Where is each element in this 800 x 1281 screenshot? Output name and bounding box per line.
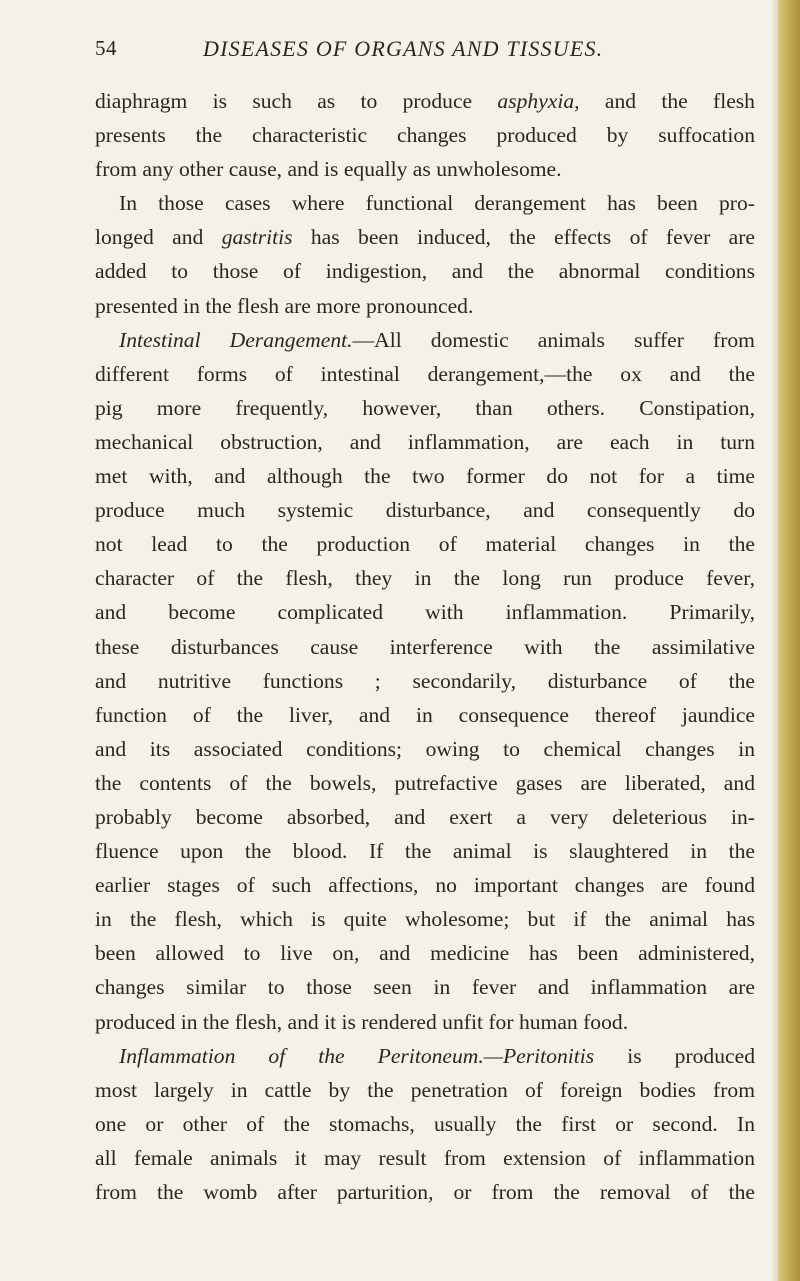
text-line: in the flesh, which is quite wholesome; but if the animal has [95,907,755,932]
page-edge [778,0,800,1281]
text-line: produced in the flesh, and it is rendered unfit for human food. [95,1009,629,1034]
text-line: most largely in cattle by the penetration of foreign bodies from [95,1077,755,1102]
text-line: produce much systemic disturbance, and consequently do [95,498,755,523]
text-line: pig more frequently, however, than others. Constipation, [95,395,755,420]
text-line: presents the characteristic changes produced by suffocation [95,123,755,148]
text-line: changes similar to those seen in fever and inflammation are [95,975,755,1000]
running-title: DISEASES OF ORGANS AND TISSUES. [203,36,604,61]
text-line: In those cases where functional derangement has been pro- [119,191,755,216]
body-text [95,84,755,1209]
text-line: and nutritive functions ; secondarily, disturbance of the [95,668,755,693]
text-line: from the womb after parturition, or from the removal of the [95,1180,755,1204]
text-line: met with, and although the two former do not for a time [95,464,755,489]
section-heading-line: Inflammation of the Peritoneum.—Peritonitis is produced [119,1043,755,1068]
text-line: and become complicated with inflammation. Primarily, [95,600,755,625]
text-line: character of the flesh, they in the long run produce fever, [95,566,755,591]
text-line: and its associated conditions; owing to chemical changes in [95,736,755,761]
text-line: longed and gastritis has been induced, the effects of fever are [95,225,756,250]
section-heading-line: Intestinal Derangement.—All domestic animals suffer from [119,327,755,352]
text-line: not lead to the production of material changes in the [95,532,755,557]
text-line: been allowed to live on, and medicine has been administered, [95,941,755,966]
text-line: function of the liver, and in consequence thereof jaundice [95,702,755,727]
text-line: mechanical obstruction, and inflammation, are each in turn [95,429,755,454]
text-line: different forms of intestinal derangement,—the ox and the [95,361,755,386]
text-line: one or other of the stomachs, usually the first or second. In [95,1111,755,1136]
text-line: all female animals it may result from extension of inflammation [95,1145,755,1170]
text-line: added to those of indigestion, and the abnormal conditions [95,259,755,284]
text-line: presented in the flesh are more pronounced. [95,293,474,318]
page-gutter-shadow [770,0,778,1281]
text-line: the contents of the bowels, putrefactive gases are liberated, and [95,770,755,795]
text-line: from any other cause, and is equally as unwholesome. [95,157,562,182]
text-line: earlier stages of such affections, no important changes are found [95,873,755,898]
text-line: probably become absorbed, and exert a very deleterious in- [95,804,755,829]
running-head [95,36,755,66]
text-line: fluence upon the blood. If the animal is slaughtered in the [95,839,755,864]
text-line: these disturbances cause interference with the assimilative [95,634,755,659]
text-line: diaphragm is such as to produce asphyxia, and the flesh [95,89,755,113]
page-number: 54 [95,36,117,60]
